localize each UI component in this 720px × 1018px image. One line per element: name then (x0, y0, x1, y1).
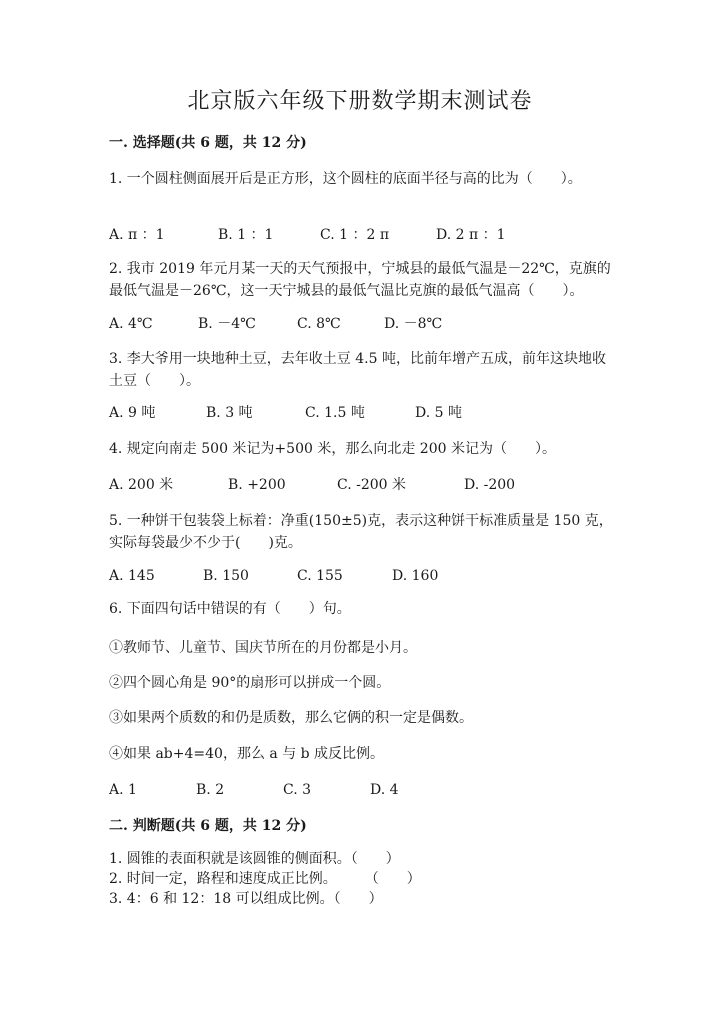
q6-option-b[interactable]: B. 2 (196, 782, 225, 798)
q6-statement-4: ④如果 ab+4=40，那么 a 与 b 成反比例。 (109, 746, 385, 762)
q6-option-c[interactable]: C. 3 (283, 782, 312, 798)
question-1: 1. 一个圆柱侧面展开后是正方形，这个圆柱的底面半径与高的比为（ ）。 (109, 171, 582, 187)
judgement-item-1: 1. 圆锥的表面积就是该圆锥的侧面积。（ ） (109, 851, 400, 867)
q3-option-a[interactable]: A. 9 吨 (109, 405, 156, 421)
question-2: 2. 我市 2019 年元月某一天的天气预报中，宁城县的最低气温是－22℃，克旗的最低气温是－26℃，这一天宁城县的最低气温比克旗的最低气温高（ ）。 (109, 261, 611, 299)
q5-option-c[interactable]: C. 155 (297, 568, 343, 584)
q6-statement-3: ③如果两个质数的和仍是质数，那么它俩的积一定是偶数。 (109, 710, 473, 726)
q4-option-b[interactable]: B. +200 (228, 477, 286, 493)
question-5: 5. 一种饼干包装袋上标着：净重(150±5)克，表示这种饼干标准质量是 150 克，实际每袋最少不少于( )克。 (109, 513, 613, 551)
q4-option-d[interactable]: D. -200 (464, 477, 516, 493)
section-heading-judgement: 二. 判断题(共 6 题，共 12 分) (109, 818, 307, 834)
q1-option-a[interactable]: A. π ：1 (109, 227, 165, 243)
q6-option-a[interactable]: A. 1 (109, 782, 137, 798)
question-3: 3. 李大爷用一块地种土豆，去年收土豆 4.5 吨，比前年增产五成，前年这块地收土豆（ ）。 (109, 351, 606, 389)
q5-option-d[interactable]: D. 160 (392, 568, 439, 584)
q3-option-b[interactable]: B. 3 吨 (206, 405, 253, 421)
q6-option-d[interactable]: D. 4 (370, 782, 399, 798)
q2-option-d[interactable]: D. －8℃ (384, 316, 443, 332)
q3-option-d[interactable]: D. 5 吨 (415, 405, 462, 421)
judgement-item-2: 2. 时间一定，路程和速度成正比例。 （ ） (109, 871, 421, 887)
q2-option-a[interactable]: A. 4℃ (109, 316, 153, 332)
q1-option-b[interactable]: B. 1 ：1 (218, 227, 274, 243)
q6-statement-2: ②四个圆心角是 90°的扇形可以拼成一个圆。 (109, 675, 391, 691)
section-heading-choice: 一. 选择题(共 6 题，共 12 分) (109, 135, 307, 151)
q2-option-b[interactable]: B. －4℃ (198, 316, 256, 332)
q4-option-c[interactable]: C. -200 米 (337, 477, 407, 493)
q5-option-a[interactable]: A. 145 (109, 568, 155, 584)
q2-option-c[interactable]: C. 8℃ (297, 316, 341, 332)
q3-option-c[interactable]: C. 1.5 吨 (305, 405, 365, 421)
q1-option-c[interactable]: C. 1 ：2 π (320, 227, 390, 243)
judgement-item-3: 3. 4：6 和 12：18 可以组成比例。（ ） (109, 891, 383, 907)
q1-option-d[interactable]: D. 2 π ：1 (436, 227, 506, 243)
q6-statement-1: ①教师节、儿童节、国庆节所在的月份都是小月。 (109, 640, 417, 656)
page-title: 北京版六年级下册数学期末测试卷 (187, 89, 533, 114)
question-4: 4. 规定向南走 500 米记为+500 米，那么向北走 200 米记为（ ）。 (109, 441, 556, 457)
question-6: 6. 下面四句话中错误的有（ ）句。 (109, 601, 351, 617)
q4-option-a[interactable]: A. 200 米 (109, 477, 174, 493)
q5-option-b[interactable]: B. 150 (203, 568, 249, 584)
